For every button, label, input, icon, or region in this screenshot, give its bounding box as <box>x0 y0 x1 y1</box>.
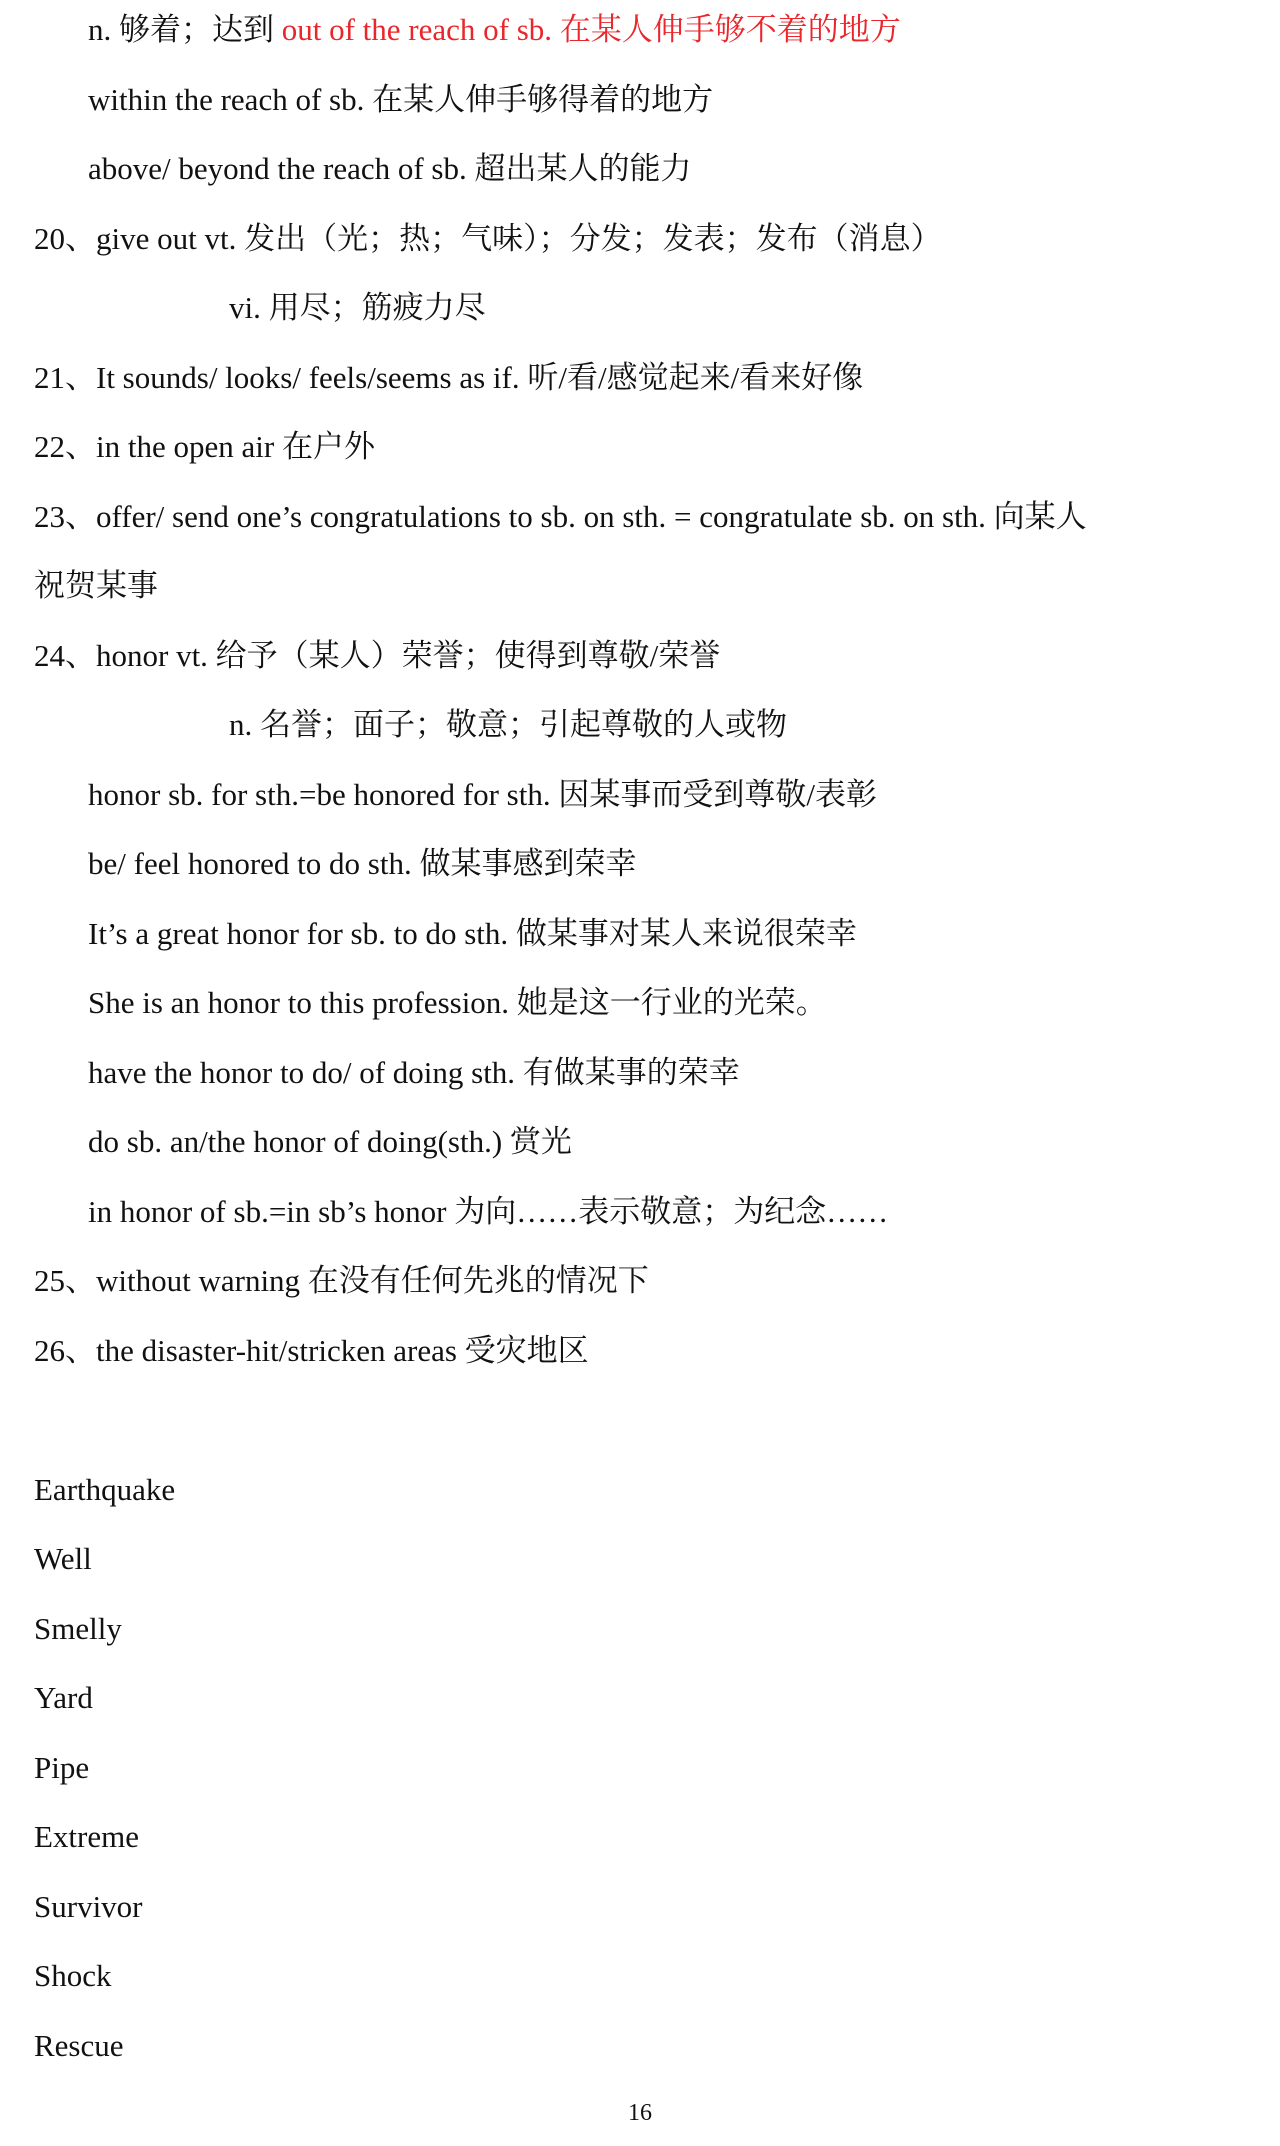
page-number: 16 <box>628 2100 652 2126</box>
entry-line: do sb. an/the honor of doing(sth.) 赏光 <box>88 1124 572 1159</box>
word-item: Yard <box>34 1680 93 1715</box>
entry-line: in honor of sb.=in sb’s honor 为向……表示敬意；为纪念…… <box>88 1193 889 1229</box>
entry-line <box>0 0 1280 65</box>
entry-line: She is an honor to this profession. 她是这一行业的光荣。 <box>88 985 827 1020</box>
word-item: Earthquake <box>34 1471 176 1507</box>
word-item: Rescue <box>34 2027 124 2063</box>
entry-line: 22、in the open air 在户外 <box>34 429 375 464</box>
word-item: Pipe <box>34 1749 90 1785</box>
entry-line: 25、without warning 在没有任何先兆的情况下 <box>34 1263 649 1298</box>
word-item: Well <box>34 1541 92 1576</box>
entry-text: n. 够着；达到 <box>88 12 282 47</box>
entry-line: 26、the disaster-hit/stricken areas 受灾地区 <box>34 1332 589 1368</box>
entry-line: 23、offer/ send one’s congratulations to sb. on sth. = congratulate sb. on sth. 向某人 <box>34 498 1087 534</box>
entry-line: n. 名誉；面子；敬意；引起尊敬的人或物 <box>229 707 787 742</box>
entry-line: have the honor to do/ of doing sth. 有做某事的荣幸 <box>88 1054 740 1090</box>
word-item: Extreme <box>34 1819 140 1854</box>
entry-line: 21、It sounds/ looks/ feels/seems as if. 听/看/感觉起来/看来好像 <box>34 359 864 395</box>
entry-line: vi. 用尽；筋疲力尽 <box>229 290 486 325</box>
entry-line: honor sb. for sth.=be honored for sth. 因某事而受到尊敬/表彰 <box>88 776 877 812</box>
entry-line: 20、give out vt. 发出（光；热；气味）；分发；发表；发布（消息） <box>34 220 942 256</box>
entry-line: It’s a great honor for sb. to do sth. 做某事对某人来说很荣幸 <box>88 915 857 951</box>
entry-line: within the reach of sb. 在某人伸手够得着的地方 <box>88 81 714 117</box>
entry-line: above/ beyond the reach of sb. 超出某人的能力 <box>88 151 692 186</box>
word-item: Shock <box>34 1958 112 1993</box>
entry-line: 祝贺某事 <box>34 568 158 603</box>
word-item: Smelly <box>34 1610 122 1646</box>
blank-gap <box>0 1385 1280 1455</box>
highlighted-phrase: out of the reach of sb. 在某人伸手够不着的地方 <box>281 12 901 47</box>
entry-line: be/ feel honored to do sth. 做某事感到荣幸 <box>88 846 637 881</box>
word-item: Survivor <box>34 1888 143 1924</box>
entry-line: 24、honor vt. 给予（某人）荣誉；使得到尊敬/荣誉 <box>34 637 721 673</box>
